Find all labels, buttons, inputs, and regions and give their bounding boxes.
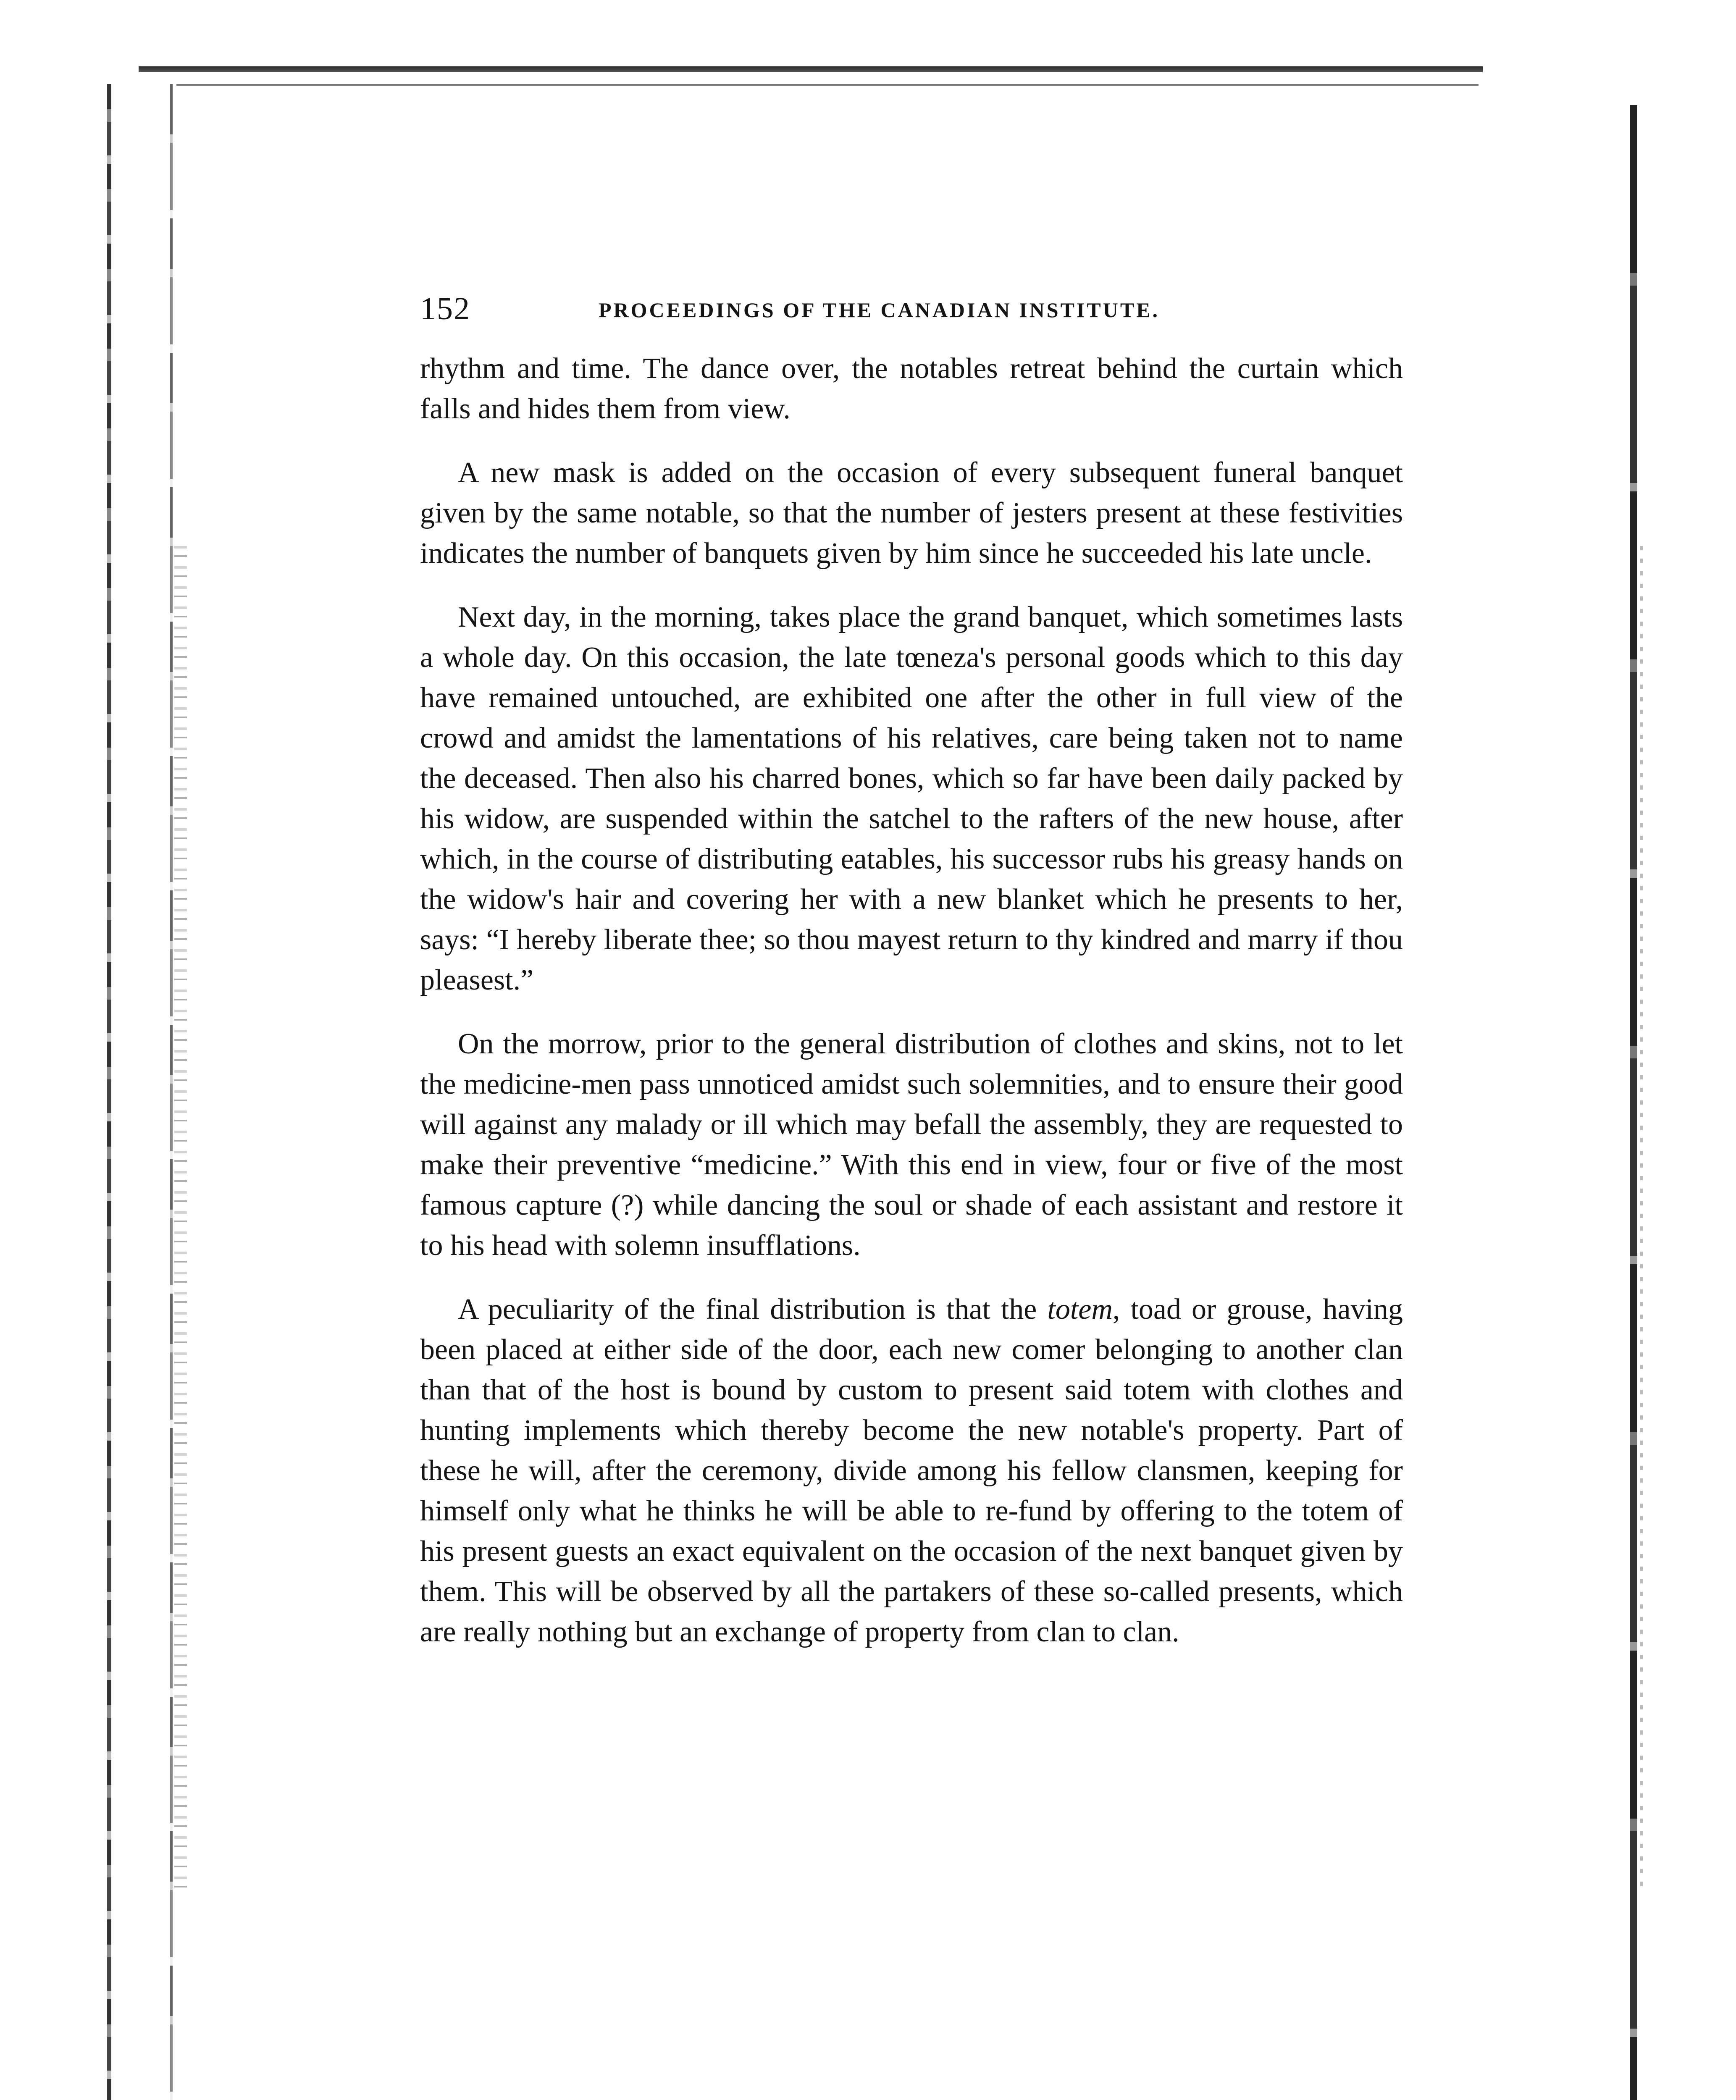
paragraph-3: Next day, in the morning, takes place the grand banquet, which sometimes lasts a whole day. On this occasion, the late tœneza's personal goods which to this day have remained untouched, are exhibited one after the other in full view of the crowd and amidst the lamentations of his relatives, care being taken not to name the deceased. Then also his charred bones, which so far have been daily packed by his widow, are suspended within the satchel to the rafters of the new house, after which, in the course of distributing eatables, his successor rubs his greasy hands on the widow's hair and covering her with a new blanket which he presents to her, says: “I hereby liberate thee; so thou mayest return to thy kindred and marry if thou pleasest.” (420, 601, 1403, 996)
paragraph-5-italic-totem: totem (1047, 1293, 1113, 1326)
paragraph-5-text-after: , toad or grouse, having been placed at either side of the door, each new comer belonging to another clan than that of the host is bound by custom to present said totem with clothes and hunting implements which thereby become the new notable's property. Part of these he will, after the ceremony, divide among his fellow clansmen, keeping for himself only what he thinks he will be able to re-fund by offering to the totem of his present guests an exact equivalent on the occasion of the next banquet given by them. This will be observed by all the partakers of these so-called presents, which are really nothing but an exchange of property from clan to clan. (420, 1293, 1403, 1648)
paragraph-1: rhythm and time. The dance over, the notables retreat behind the curtain which falls and hides them from view. (420, 352, 1403, 425)
scan-border-top-thin (176, 84, 1479, 86)
running-head: PROCEEDINGS OF THE CANADIAN INSTITUTE. (599, 298, 1160, 322)
paragraph-5 (420, 1289, 1403, 1652)
scan-border-left-inner (170, 84, 173, 2100)
scan-border-right (1630, 105, 1637, 2100)
scan-border-top (139, 66, 1483, 72)
paragraph-2: A new mask is added on the occasion of every subsequent funeral banquet given by the same notable, so that the number of jesters present at these festivities indicates the number of banquets given by him since he succeeded his late uncle. (420, 457, 1403, 570)
paragraph-5-text-before: A peculiarity of the final distribution is that the (458, 1293, 1048, 1326)
page-number: 152 (420, 291, 470, 326)
page-header (420, 290, 1403, 328)
scan-border-right-thin (1640, 546, 1643, 1890)
body-text (420, 349, 1403, 1676)
scan-border-left (107, 84, 111, 2100)
paragraph-4: On the morrow, prior to the general distribution of clothes and skins, not to let the medicine-men pass unnoticed amidst such solemnities, and to ensure their good will against any malady or ill which may befall the assembly, they are requested to make their preventive “medicine.” With this end in view, four or five of the most famous capture (?) while dancing the soul or shade of each assistant and restore it to his head with solemn insufflations. (420, 1028, 1403, 1262)
scan-speckle-left (174, 546, 187, 1890)
